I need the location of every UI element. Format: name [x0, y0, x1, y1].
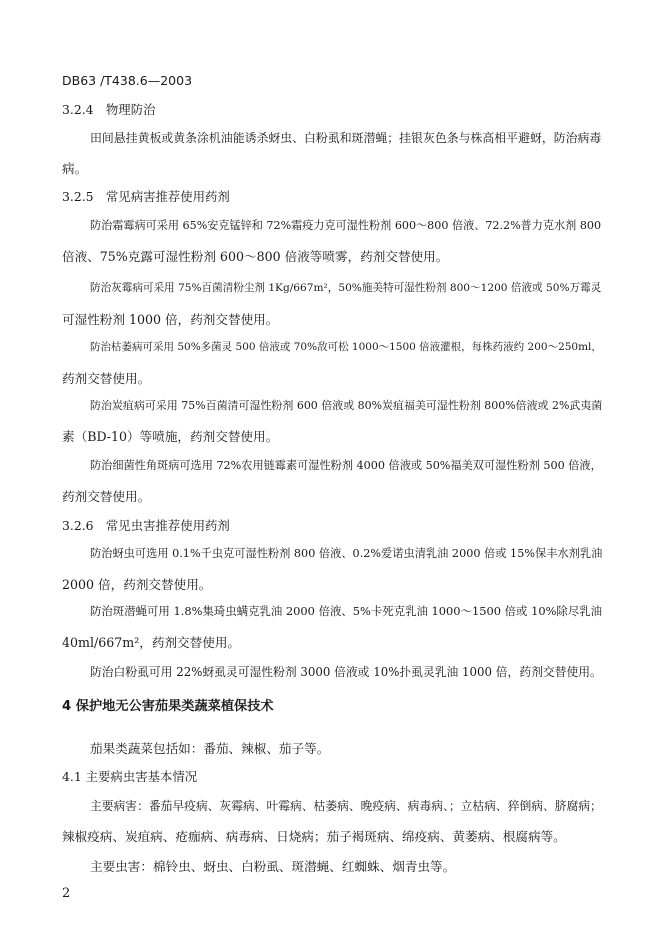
chapter-heading-4: 4 保护地无公害茄果类蔬菜植保技术: [62, 699, 274, 714]
paragraph-line: 主要虫害：棉铃虫、蚜虫、白粉虱、斑潜蝇、红蜘蛛、烟青虫等。: [90, 859, 456, 874]
section-heading-3-2-4: 3.2.4 物理防治: [62, 102, 156, 117]
paragraph-line: 病。: [62, 161, 88, 176]
paragraph-line: 防治白粉虱可用 22%蚜虱灵可湿性粉剂 3000 倍液或 10%扑虱灵乳油 1000 倍，药剂交替使用。: [90, 665, 602, 679]
section-heading-4-1: 4.1 主要病虫害基本情况: [62, 769, 198, 784]
paragraph-line: 防治细菌性角斑病可选用 72%农用链霉素可湿性粉剂 4000 倍液或 50%福美双可湿性粉剂 500 倍液，: [90, 459, 602, 472]
paragraph-line: 防治枯萎病可采用 50%多菌灵 500 倍液或 70%敌可松 1000～1500 倍液灌根，每株药液约 200～250ml，: [90, 341, 602, 353]
paragraph-line: 防治霜霉病可采用 65%安克锰锌和 72%霜疫力克可湿性粉剂 600～800 倍液、72.2%普力克水剂 800: [90, 219, 602, 232]
paragraph-line: 2000 倍，药剂交替使用。: [62, 577, 212, 592]
section-heading-3-2-6: 3.2.6 常见虫害推荐使用药剂: [62, 518, 230, 533]
paragraph-line: 茄果类蔬菜包括如：番茄、辣椒、茄子等。: [90, 741, 330, 756]
page-number: 2: [62, 886, 71, 901]
paragraph-line: 40ml/667m²，药剂交替使用。: [62, 635, 241, 650]
paragraph-line: 防治炭疽病可采用 75%百菌清可湿性粉剂 600 倍液或 80%炭疽福美可湿性粉剂 800%倍液或 2%武夷菌: [90, 399, 603, 412]
paragraph-line: 可湿性粉剂 1000 倍，药剂交替使用。: [62, 312, 279, 327]
paragraph-line: 主要病害：番茄早疫病、灰霉病、叶霉病、枯萎病、晚疫病、病毒病、；立枯病、猝倒病、脐腐病；: [90, 799, 602, 813]
paragraph-line: 药剂交替使用。: [62, 489, 151, 504]
standard-code-header: DB63 /T438.6—2003: [62, 73, 193, 88]
paragraph-line: 药剂交替使用。: [62, 371, 151, 386]
paragraph-line: 素（BD-10）等喷施，药剂交替使用。: [62, 429, 279, 444]
paragraph-line: 防治蚜虫可选用 0.1%千虫克可湿性粉剂 800 倍液、0.2%爱诺虫清乳油 2000 倍或 15%保丰水剂乳油: [90, 547, 603, 560]
paragraph-line: 防治灰霉病可采用 75%百菌清粉尘剂 1Kg/667m²，50%施美特可湿性粉剂 800～1200 倍液或 50%万霉灵: [90, 282, 602, 294]
paragraph-line: 倍液、75%克露可湿性粉剂 600～800 倍液等喷雾，药剂交替使用。: [62, 249, 449, 264]
paragraph-line: 防治斑潜蝇可用 1.8%集琦虫螨克乳油 2000 倍液、5%卡死克乳油 1000～1500 倍或 10%除尽乳油: [90, 604, 603, 618]
paragraph-line: 辣椒疫病、炭疽病、疮痂病、病毒病、日烧病；茄子褐斑病、绵疫病、黄萎病、根腐病等。: [62, 829, 566, 844]
paragraph-line: 田间悬挂黄板或黄条涂机油能诱杀蚜虫、白粉虱和斑潜蝇；挂银灰色条与株高相平避蚜，防治病毒: [90, 131, 602, 145]
section-heading-3-2-5: 3.2.5 常见病害推荐使用药剂: [62, 189, 230, 204]
